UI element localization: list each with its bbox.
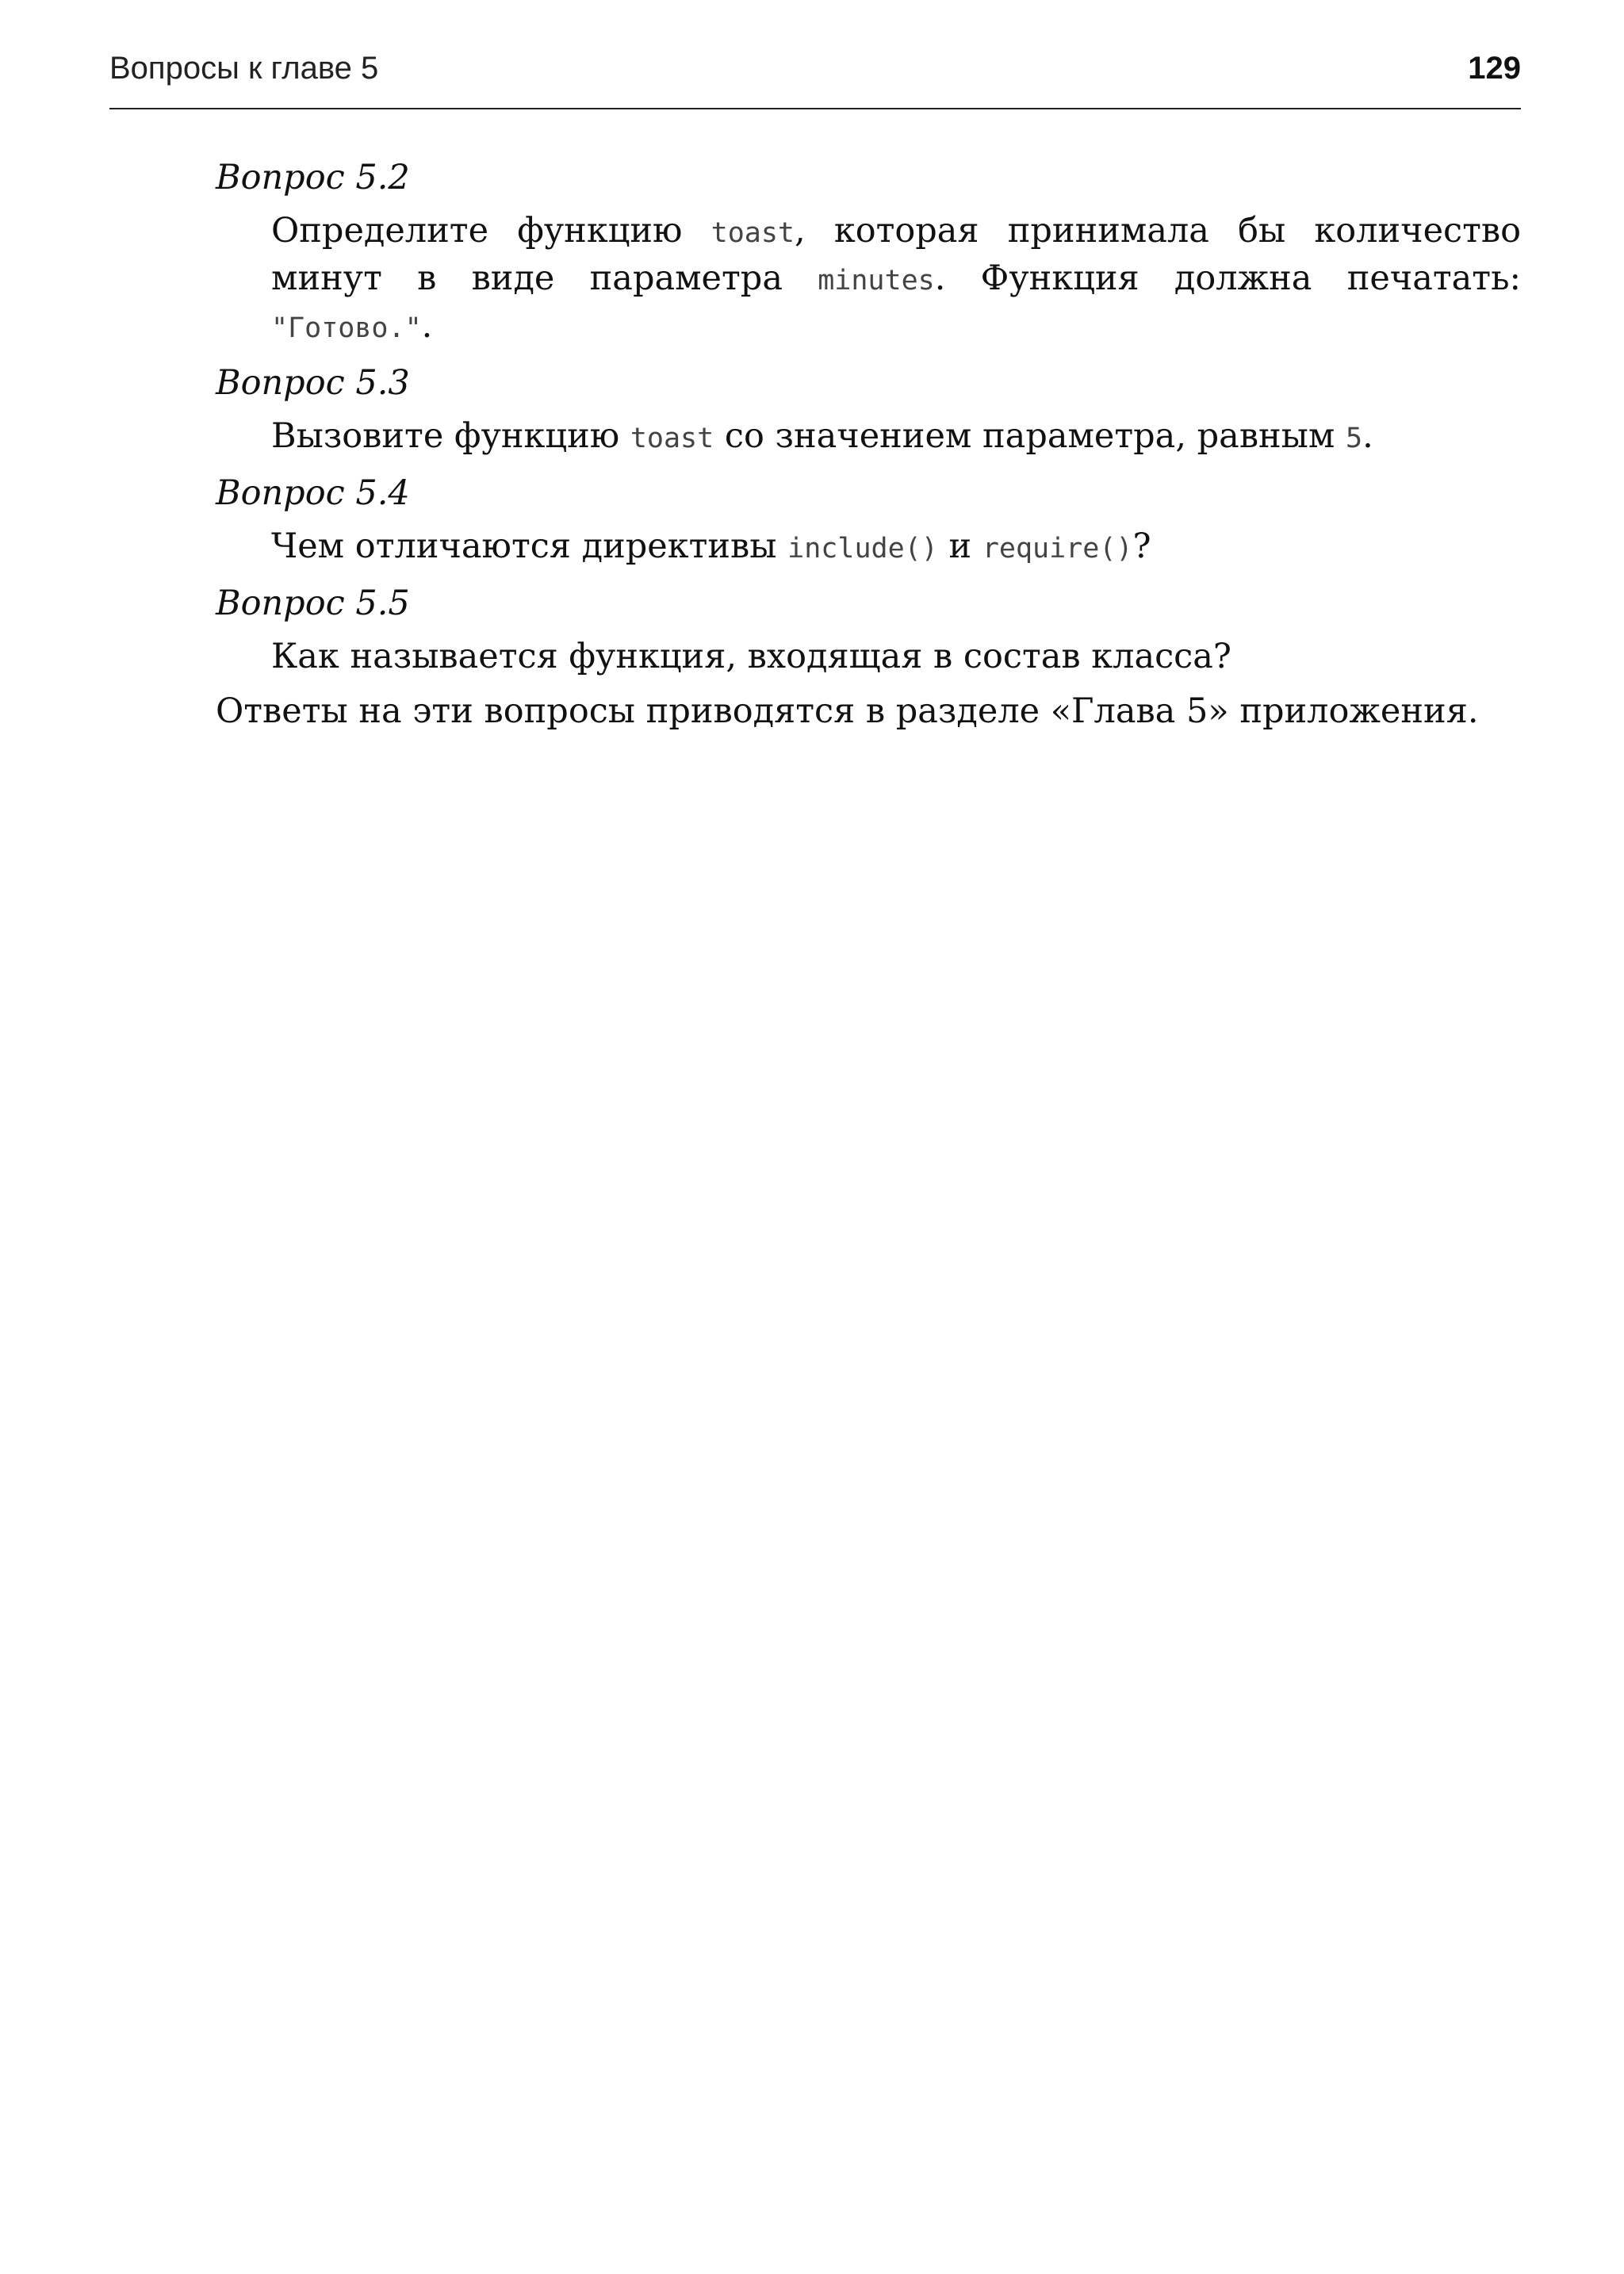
text-fragment: Как называется функция, входящая в состав класса? bbox=[271, 637, 1231, 676]
questions-section bbox=[216, 155, 1521, 734]
code-require: require() bbox=[982, 533, 1133, 565]
text-fragment: . bbox=[421, 306, 433, 346]
text-fragment: , которая принимала бы количество минут в виде параметра bbox=[271, 211, 1521, 298]
text-fragment: Чем отличаются директивы bbox=[271, 526, 788, 566]
code-gotovo-string: "Готово." bbox=[271, 312, 422, 344]
text-fragment: Вызовите функцию bbox=[271, 416, 630, 456]
question-label-5-4: Вопрос 5.4 bbox=[216, 473, 410, 513]
page-number: 129 bbox=[1468, 51, 1521, 86]
answers-note: Ответы на эти вопросы приводятся в разделе «Глава 5» приложения. bbox=[216, 691, 1479, 731]
running-head bbox=[109, 49, 1521, 87]
text-fragment: . Функция должна печатать: bbox=[934, 258, 1521, 298]
code-toast: toast bbox=[630, 423, 714, 454]
text-fragment: ? bbox=[1132, 526, 1151, 566]
text-fragment: . bbox=[1362, 416, 1373, 456]
running-title: Вопросы к главе 5 bbox=[109, 51, 379, 86]
question-label-5-2: Вопрос 5.2 bbox=[216, 158, 410, 197]
code-toast: toast bbox=[710, 217, 795, 249]
question-label-5-3: Вопрос 5.3 bbox=[216, 363, 410, 403]
question-label-5-5: Вопрос 5.5 bbox=[216, 584, 410, 623]
code-five: 5 bbox=[1346, 423, 1363, 454]
question-text-5-2 bbox=[271, 209, 1521, 351]
text-fragment: со значением параметра, равным bbox=[714, 416, 1346, 456]
text-fragment: Определите функцию bbox=[271, 211, 711, 251]
question-text-5-4 bbox=[271, 524, 1521, 572]
code-include: include() bbox=[787, 533, 938, 565]
question-text-5-3 bbox=[271, 414, 1521, 461]
code-minutes: minutes bbox=[818, 265, 935, 297]
header-divider bbox=[109, 108, 1521, 109]
question-text-5-5 bbox=[271, 634, 1521, 680]
text-fragment: и bbox=[937, 526, 982, 566]
